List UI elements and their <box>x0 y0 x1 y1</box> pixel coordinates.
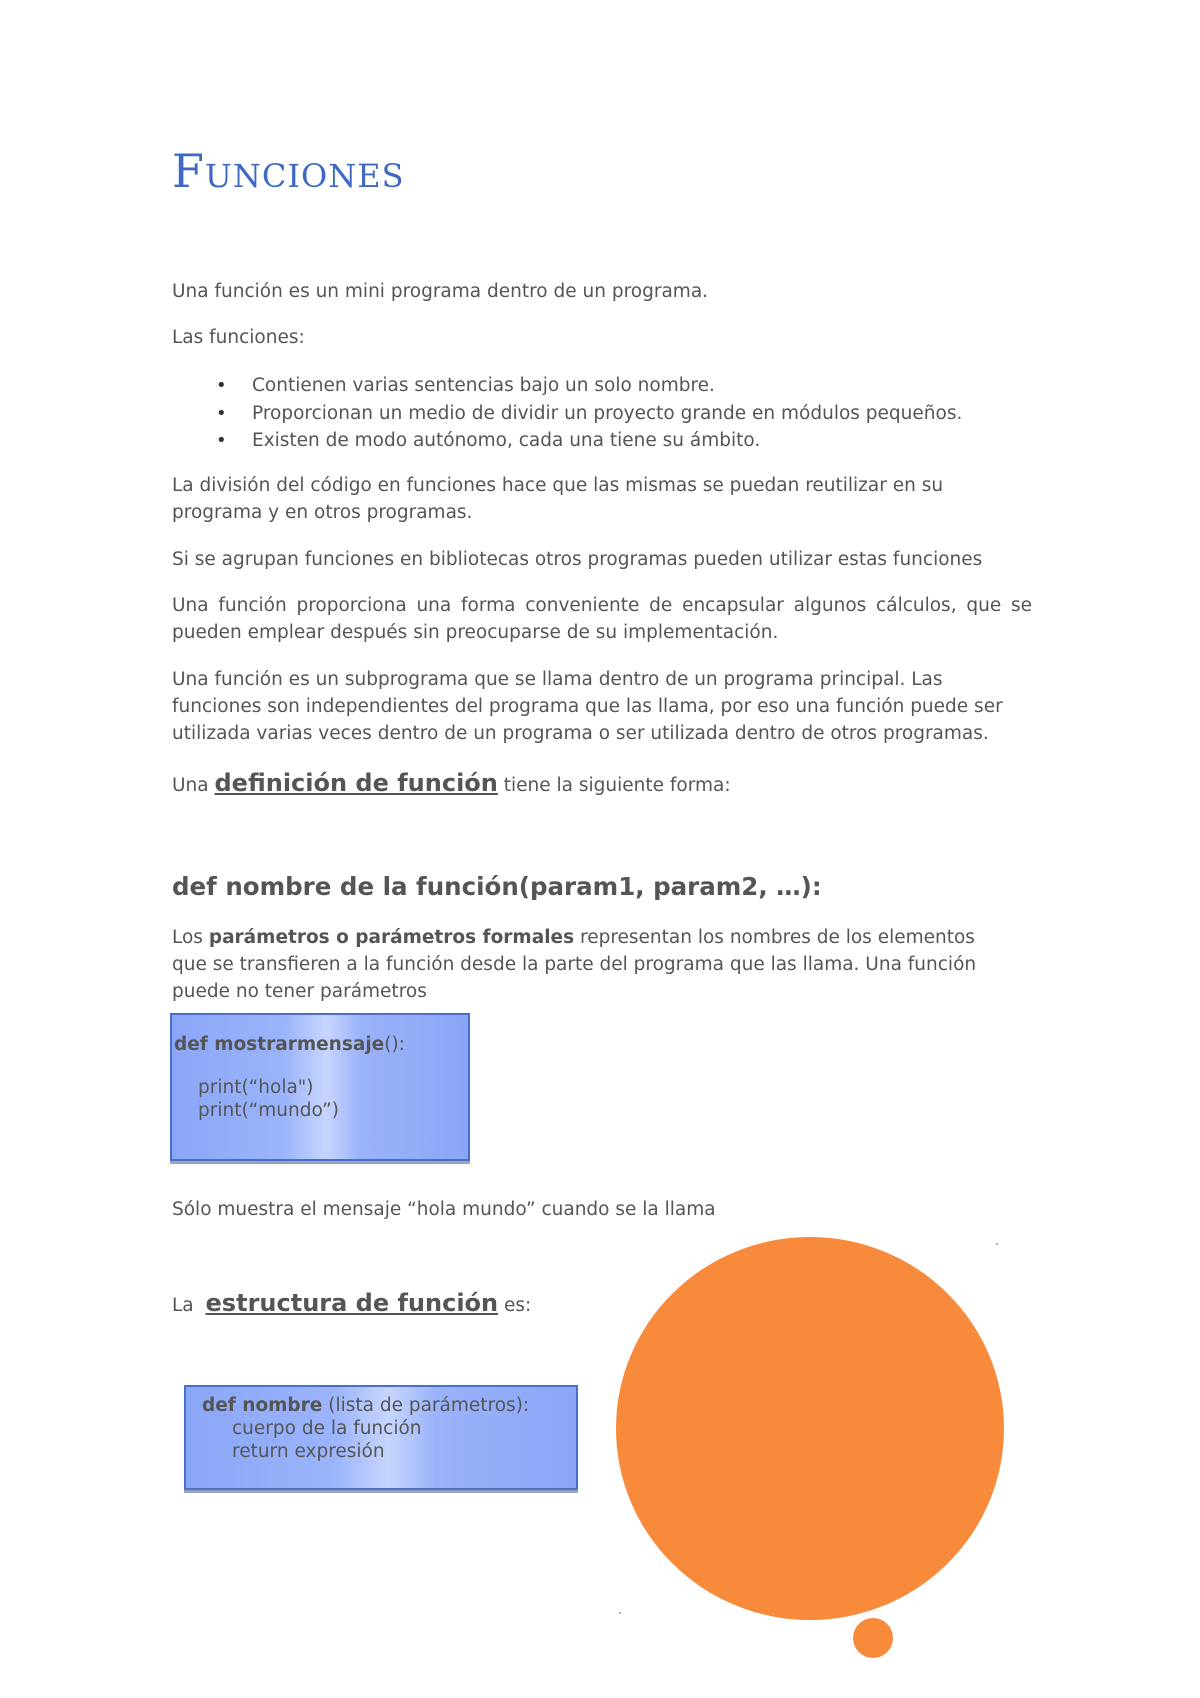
page-title: Funciones <box>172 144 405 198</box>
list-item: • Existen de modo autónomo, cada una tiene su ámbito. <box>172 427 962 455</box>
code-example-1: def mostrarmensaje(): print(“hola") print(“mundo”) <box>170 1013 470 1161</box>
structure-term-link[interactable]: estructura de función <box>205 1289 499 1317</box>
intro-paragraph: Una función es un mini programa dentro de un programa. <box>172 281 709 302</box>
def-syntax-heading: def nombre de la función(param1, param2, …): <box>172 872 822 901</box>
speck-decoration <box>996 1243 998 1245</box>
params-paragraph: Los parámetros o parámetros formales representan los nombres de los elementos que se transfieren a la función desde la parte del programa que las llama. Una función puede no tener parámetros <box>172 927 977 1002</box>
list-item: • Proporcionan un medio de dividir un proyecto grande en módulos pequeños. <box>172 400 962 428</box>
list-intro: Las funciones: <box>172 327 305 348</box>
bullet-list <box>172 372 962 455</box>
code-line: print(“mundo”) <box>198 1100 339 1121</box>
paragraph-libraries: Si se agrupan funciones en bibliotecas otros programas pueden utilizar estas funciones <box>172 549 983 570</box>
code-def-keyword: def nombre <box>202 1395 323 1416</box>
orange-circle-decoration <box>616 1237 1004 1620</box>
bullet-icon: • <box>216 430 227 451</box>
paragraph-reuse: La división del código en funciones hace que las mismas se puedan reutilizar en su programa y en otros programas. <box>172 475 944 523</box>
code-line: return expresión <box>232 1441 385 1462</box>
paragraph-subprogram: Una función es un subprograma que se llama dentro de un programa principal. Las funciones son independientes del programa que las llama, por eso una función puede ser utilizada varias veces dentro de un programa o ser utilizada dentro de otros programas. <box>172 669 1003 744</box>
orange-dot-decoration <box>853 1618 893 1658</box>
list-item: • Contienen varias sentencias bajo un solo nombre. <box>172 372 962 400</box>
bullet-icon: • <box>216 402 227 424</box>
structure-line: La estructura de función es: <box>172 1289 532 1317</box>
params-bold-term: parámetros o parámetros formales <box>208 927 575 948</box>
example-note: Sólo muestra el mensaje “hola mundo” cuando se la llama <box>172 1199 716 1220</box>
paragraph-encapsulate: Una función proporciona una forma conveniente de encapsular algunos cálculos, que se pueden emplear después sin preocuparse de su implementación. <box>172 595 1032 643</box>
definition-line: Una definición de función tiene la siguiente forma: <box>172 769 731 797</box>
definition-term-link[interactable]: definición de función <box>214 769 498 797</box>
code-line: print(“hola") <box>198 1077 314 1098</box>
code-example-2: def nombre (lista de parámetros): cuerpo de la función return expresión <box>184 1385 578 1490</box>
bullet-icon: • <box>216 375 227 396</box>
code-line: cuerpo de la función <box>232 1418 422 1439</box>
speck-decoration <box>619 1612 621 1614</box>
code-def-keyword: def mostrarmensaje <box>174 1034 385 1055</box>
